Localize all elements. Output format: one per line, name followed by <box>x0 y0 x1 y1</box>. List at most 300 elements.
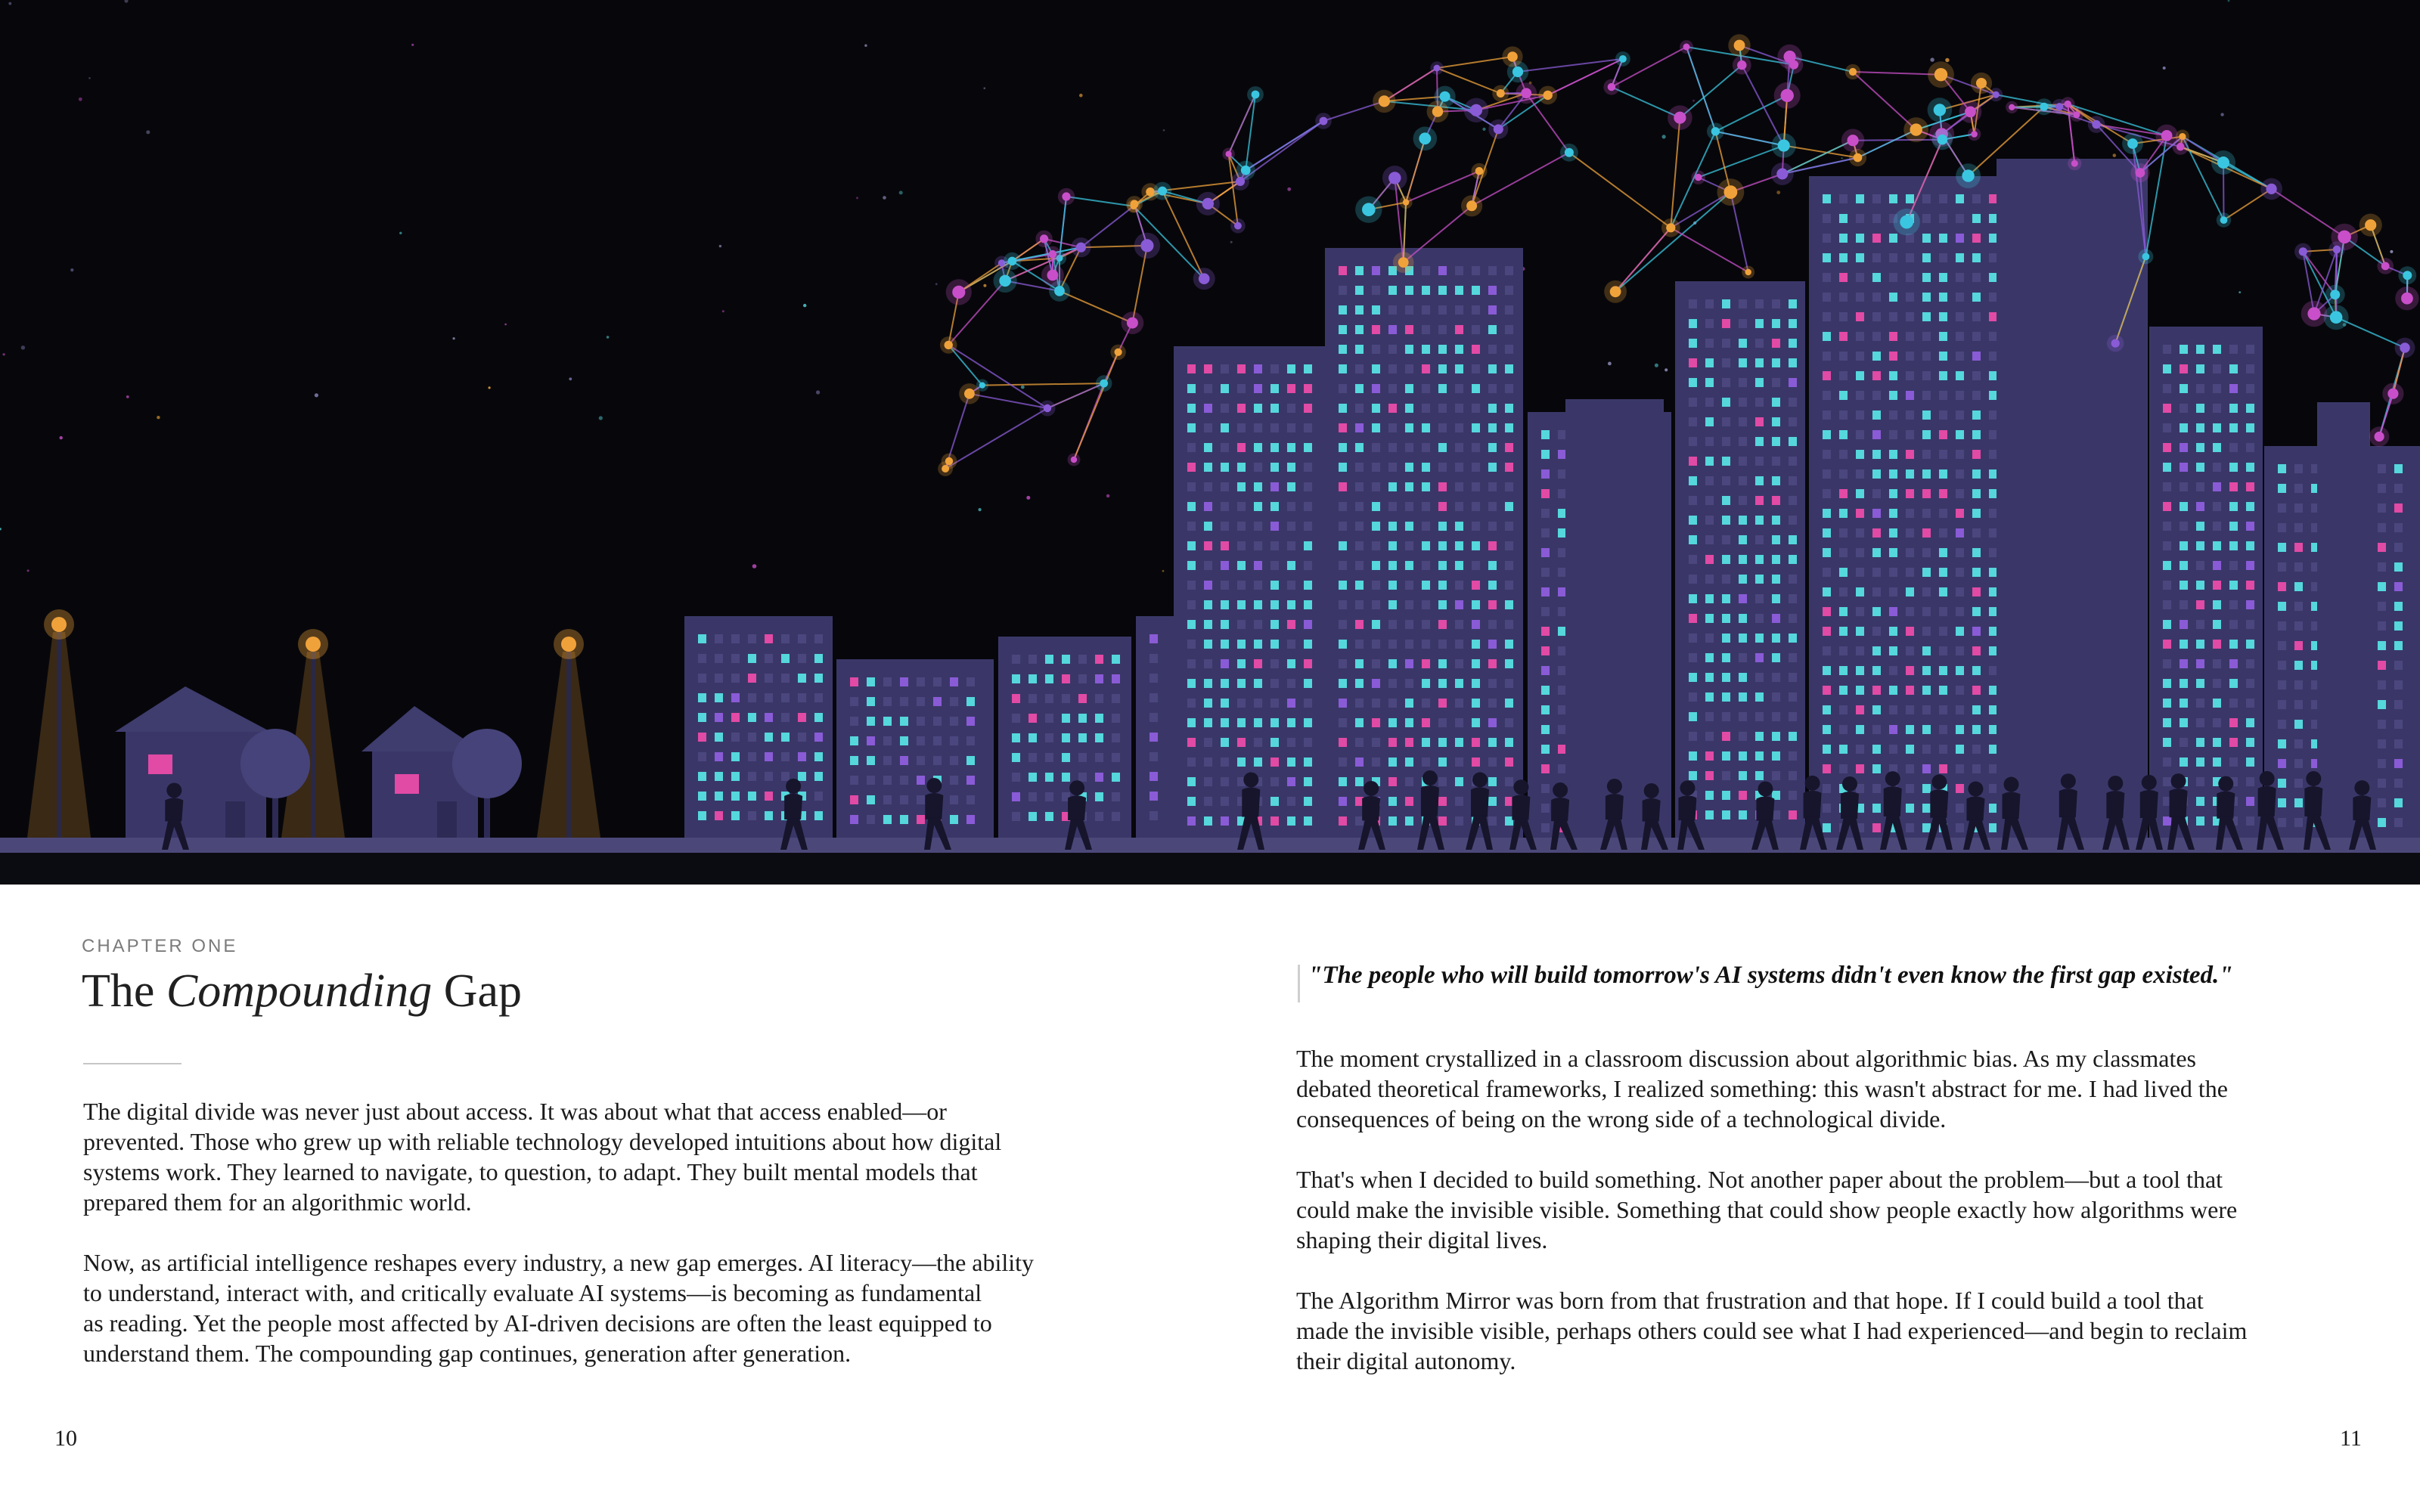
building-window <box>1906 686 1914 695</box>
building-window <box>1287 364 1295 373</box>
building-window <box>2229 600 2238 609</box>
building-window <box>1989 627 1997 636</box>
building-window <box>715 634 723 643</box>
building-window <box>1939 253 1947 262</box>
building-window <box>1772 653 1780 662</box>
building-window <box>1889 607 1897 616</box>
building-window <box>1287 816 1295 826</box>
building-window <box>1956 607 1964 616</box>
building-window <box>1823 214 1831 223</box>
building-window <box>1856 666 1864 675</box>
building-window <box>1355 305 1364 314</box>
building-window <box>2246 620 2254 629</box>
building-window <box>2394 759 2403 768</box>
network-node <box>1934 104 1946 116</box>
building-window <box>1287 640 1295 649</box>
building-window <box>1112 753 1120 762</box>
building-window <box>1488 718 1497 727</box>
building-window <box>1856 686 1864 695</box>
building-window <box>1989 784 1997 793</box>
building-window <box>1012 773 1020 782</box>
building-window <box>1422 522 1430 531</box>
building-window <box>1287 443 1295 452</box>
building-window <box>1839 528 1848 538</box>
building-window <box>1872 253 1881 262</box>
building-window <box>1956 509 1964 518</box>
building-window <box>2394 798 2403 807</box>
building-window <box>1304 679 1312 688</box>
building-window <box>1856 194 1864 203</box>
building-window <box>1405 541 1413 550</box>
building-window <box>1889 725 1897 734</box>
building-window <box>2163 522 2171 531</box>
network-node <box>1434 65 1441 72</box>
building-window <box>2163 679 2171 688</box>
star <box>752 564 757 569</box>
building-window <box>731 713 740 722</box>
building-window <box>1722 594 1730 603</box>
building-window <box>2246 758 2254 767</box>
building-window <box>1372 699 1380 708</box>
building-window <box>1956 352 1964 361</box>
building-window <box>1150 752 1158 761</box>
building-window <box>1012 655 1020 664</box>
building-window <box>1221 561 1229 570</box>
building-window <box>1739 614 1747 623</box>
building-window <box>1922 411 1931 420</box>
building-window <box>1505 443 1513 452</box>
building-window <box>2196 679 2204 688</box>
building-window <box>1956 548 1964 557</box>
building-window <box>2229 482 2238 491</box>
building-window <box>2378 700 2386 709</box>
building-window <box>1388 364 1397 373</box>
star <box>146 130 150 134</box>
building-window <box>1772 751 1780 761</box>
building-window <box>1939 725 1947 734</box>
building-window <box>1472 364 1480 373</box>
building-window <box>1872 371 1881 380</box>
network-node <box>1226 151 1232 157</box>
building-window <box>1722 555 1730 564</box>
network-node <box>1695 174 1702 181</box>
building-window <box>2246 600 2254 609</box>
building-window <box>765 811 773 820</box>
building-window <box>2278 779 2286 788</box>
building-window <box>1254 482 1262 491</box>
star <box>1692 100 1695 102</box>
building-window <box>1839 450 1848 459</box>
building-window <box>2180 738 2188 747</box>
building-window <box>1438 699 1447 708</box>
network-node <box>2055 103 2063 110</box>
building-window <box>2378 680 2386 689</box>
building-window <box>2229 581 2238 590</box>
building-window <box>1422 364 1430 373</box>
building-window <box>1012 753 1020 762</box>
building-window <box>1045 753 1053 762</box>
building-window <box>2163 738 2171 747</box>
building-window <box>2213 659 2221 668</box>
building-window <box>1204 364 1212 373</box>
building-window <box>1388 561 1397 570</box>
building-window <box>1339 620 1347 629</box>
page-number-right: 11 <box>2340 1426 2362 1451</box>
building-window <box>1455 620 1463 629</box>
building-window <box>1405 364 1413 373</box>
network-node <box>1934 68 1947 81</box>
pedestrian-body <box>1884 786 1902 816</box>
building-window <box>1872 646 1881 655</box>
building-window <box>1405 286 1413 295</box>
star <box>1287 187 1291 191</box>
building-window <box>1956 391 1964 400</box>
building-window <box>1856 312 1864 321</box>
building-window <box>1204 423 1212 432</box>
building-window <box>1972 450 1981 459</box>
building-window <box>1388 797 1397 806</box>
building-window <box>1972 293 1981 302</box>
building-window <box>2294 562 2303 572</box>
building-window <box>1388 522 1397 531</box>
building-window <box>1789 594 1797 603</box>
building-window <box>1355 777 1364 786</box>
building-window <box>883 795 892 804</box>
building-window <box>1989 686 1997 695</box>
building-window <box>1455 522 1463 531</box>
building-window <box>1270 502 1279 511</box>
building-window <box>1012 674 1020 683</box>
building-window <box>1739 476 1747 485</box>
building-window <box>1906 548 1914 557</box>
building-window <box>1150 772 1158 781</box>
building-window <box>1405 325 1413 334</box>
building-window <box>814 733 823 742</box>
building-window <box>883 776 892 785</box>
network-node <box>1199 273 1210 284</box>
building-window <box>1558 646 1566 655</box>
building-window <box>1558 627 1566 636</box>
building-window <box>2246 404 2254 413</box>
building-window <box>1739 378 1747 387</box>
building-window <box>2394 543 2403 552</box>
building-window <box>814 752 823 761</box>
building-window <box>1922 450 1931 459</box>
building-window <box>1722 791 1730 800</box>
building-window <box>1372 364 1380 373</box>
network-node <box>1962 169 1974 181</box>
building-window <box>1722 732 1730 741</box>
building-window <box>1789 437 1797 446</box>
building-window <box>850 677 858 686</box>
building-window <box>1438 364 1447 373</box>
building-window <box>1339 325 1347 334</box>
building-window <box>1287 384 1295 393</box>
building-window <box>1739 398 1747 407</box>
building-window <box>1237 718 1246 727</box>
building-window <box>1872 391 1881 400</box>
building-window <box>1455 286 1463 295</box>
pedestrian-body <box>1804 791 1822 818</box>
building-window <box>1972 469 1981 479</box>
building-window <box>1972 646 1981 655</box>
building-window <box>850 697 858 706</box>
building-window <box>1839 489 1848 498</box>
building-window <box>1856 528 1864 538</box>
building-window <box>2394 641 2403 650</box>
building-window <box>1438 816 1447 826</box>
building-window <box>1839 352 1848 361</box>
building-window <box>2163 640 2171 649</box>
network-node <box>1379 95 1390 107</box>
building-window <box>1488 502 1497 511</box>
building-window <box>1339 502 1347 511</box>
building-window <box>1839 253 1848 262</box>
building-window <box>1150 693 1158 702</box>
network-node <box>979 383 985 389</box>
building-window <box>2196 541 2204 550</box>
title-emphasis: Compounding <box>166 965 433 1017</box>
building-window <box>1906 352 1914 361</box>
building-window <box>2229 659 2238 668</box>
building-window <box>1422 561 1430 570</box>
building-window <box>1505 816 1513 826</box>
building-window <box>1906 764 1914 773</box>
building-window <box>1956 725 1964 734</box>
building-window <box>1455 384 1463 393</box>
network-node <box>1054 286 1065 296</box>
network-node <box>1362 203 1376 216</box>
building-window <box>731 634 740 643</box>
building-window <box>2246 364 2254 373</box>
building-window <box>1472 620 1480 629</box>
building-window <box>1455 659 1463 668</box>
building-window <box>1505 777 1513 786</box>
building-window <box>1558 548 1566 557</box>
building-window <box>1739 417 1747 426</box>
building-window <box>1372 404 1380 413</box>
building-window <box>1939 568 1947 577</box>
building-window <box>1388 738 1397 747</box>
building-window <box>1939 548 1947 557</box>
building-window <box>1972 352 1981 361</box>
pedestrian-body <box>2353 795 2371 820</box>
building-window <box>1078 714 1087 723</box>
building-window <box>715 693 723 702</box>
building-window <box>1722 751 1730 761</box>
building-window <box>1422 679 1430 688</box>
building-window <box>1722 516 1730 525</box>
building-window <box>1689 732 1697 741</box>
building-window <box>1388 502 1397 511</box>
lamp-post <box>57 632 61 838</box>
building-window <box>1989 430 1997 439</box>
building-window <box>1939 391 1947 400</box>
pedestrian-body <box>2258 786 2276 816</box>
building-window <box>1772 358 1780 367</box>
building-window <box>1772 496 1780 505</box>
network-node <box>1854 153 1863 163</box>
network-node <box>1071 457 1077 463</box>
building-window <box>1488 561 1497 570</box>
building-window <box>765 792 773 801</box>
building-window <box>1722 398 1730 407</box>
building-window <box>1889 646 1897 655</box>
building-window <box>1739 319 1747 328</box>
building-window <box>883 756 892 765</box>
building-window <box>2196 816 2204 826</box>
building-window <box>1405 640 1413 649</box>
building-window <box>1541 784 1550 793</box>
building-window <box>1906 450 1914 459</box>
building-window <box>2394 739 2403 748</box>
building-window <box>1823 745 1831 754</box>
building-window <box>1455 482 1463 491</box>
star <box>569 377 572 380</box>
building-window <box>798 772 806 781</box>
pedestrian-body <box>1930 789 1948 817</box>
building-window <box>1922 568 1931 577</box>
building-window <box>1722 614 1730 623</box>
building-window <box>1856 352 1864 361</box>
building-window <box>2246 797 2254 806</box>
building-window <box>1505 286 1513 295</box>
building-window <box>1755 339 1764 348</box>
building-window <box>1488 325 1497 334</box>
building-window <box>2180 443 2188 452</box>
building-window <box>1789 614 1797 623</box>
building-window <box>1095 792 1103 801</box>
building-window <box>2213 581 2221 590</box>
building-window <box>1254 384 1262 393</box>
building-window <box>814 693 823 702</box>
star <box>453 337 455 339</box>
building-window <box>1287 600 1295 609</box>
building-window <box>2180 384 2188 393</box>
network-node <box>1040 234 1048 243</box>
building-window <box>1956 666 1964 675</box>
building-window <box>2229 679 2238 688</box>
building-window <box>1422 482 1430 491</box>
network-node <box>1466 200 1477 211</box>
building-window <box>1438 463 1447 472</box>
building-window <box>2229 640 2238 649</box>
building-window <box>1237 522 1246 531</box>
building-window <box>1972 214 1981 223</box>
star <box>315 393 318 397</box>
building-window <box>2229 423 2238 432</box>
building-window <box>2246 502 2254 511</box>
building-window <box>2196 345 2204 354</box>
building-window <box>1472 699 1480 708</box>
building-window <box>1823 548 1831 557</box>
building-window <box>1789 555 1797 564</box>
building-window <box>1270 581 1279 590</box>
pedestrian-body <box>2304 786 2322 816</box>
building-window <box>1304 581 1312 590</box>
building-window <box>1204 699 1212 708</box>
building-window <box>900 756 908 765</box>
building-window <box>1204 758 1212 767</box>
pedestrian-head <box>1931 774 1947 789</box>
building-window <box>1856 607 1864 616</box>
building-window <box>1789 575 1797 584</box>
building-window <box>1972 234 1981 243</box>
building-window <box>748 752 756 761</box>
network-node <box>1158 187 1167 196</box>
building-window <box>1455 816 1463 826</box>
building-window <box>798 693 806 702</box>
building-window <box>1541 568 1550 577</box>
building-window <box>1078 773 1087 782</box>
building-window <box>1339 777 1347 786</box>
building-window <box>1922 293 1931 302</box>
building-window <box>1488 286 1497 295</box>
building-window <box>1772 634 1780 643</box>
building-window <box>1872 489 1881 498</box>
building-window <box>1839 234 1848 243</box>
network-node <box>2009 104 2015 110</box>
building-window <box>1270 679 1279 688</box>
building-window <box>1045 812 1053 821</box>
building-window <box>2294 759 2303 768</box>
building-window <box>698 752 706 761</box>
building-window <box>1355 384 1364 393</box>
building-window <box>1488 640 1497 649</box>
building-window <box>1856 489 1864 498</box>
building-window <box>1823 823 1831 832</box>
building-window <box>933 756 942 765</box>
network-node <box>1146 187 1155 197</box>
building-window <box>1488 423 1497 432</box>
building-window <box>1339 561 1347 570</box>
building-window <box>1405 816 1413 826</box>
building-window <box>1956 784 1964 793</box>
building-window <box>1505 482 1513 491</box>
building-window <box>1989 489 1997 498</box>
building-window <box>1187 640 1196 649</box>
building-window <box>1405 659 1413 668</box>
building-window <box>1939 234 1947 243</box>
building-window <box>1689 594 1697 603</box>
building-window <box>1062 674 1070 683</box>
network-node <box>2401 293 2413 305</box>
network-node <box>1938 135 1948 145</box>
building-window <box>1355 718 1364 727</box>
building-window <box>1722 496 1730 505</box>
pedestrian-body <box>1643 798 1661 822</box>
network-node <box>1398 257 1409 268</box>
building-window <box>1388 286 1397 295</box>
building-window <box>1839 548 1848 557</box>
network-node <box>1470 104 1482 116</box>
building-window <box>1823 725 1831 734</box>
building-window <box>1772 692 1780 702</box>
building-window <box>867 697 875 706</box>
building-window <box>1972 548 1981 557</box>
house-door <box>225 801 245 838</box>
building-window <box>1472 561 1480 570</box>
building-window <box>2163 541 2171 550</box>
building-window <box>1045 655 1053 664</box>
building-window <box>1388 384 1397 393</box>
building-window <box>1972 745 1981 754</box>
pedestrian-body <box>1068 795 1086 820</box>
building-window <box>1237 561 1246 570</box>
building-window <box>1939 450 1947 459</box>
building-window <box>1355 522 1364 531</box>
building-window <box>1270 423 1279 432</box>
